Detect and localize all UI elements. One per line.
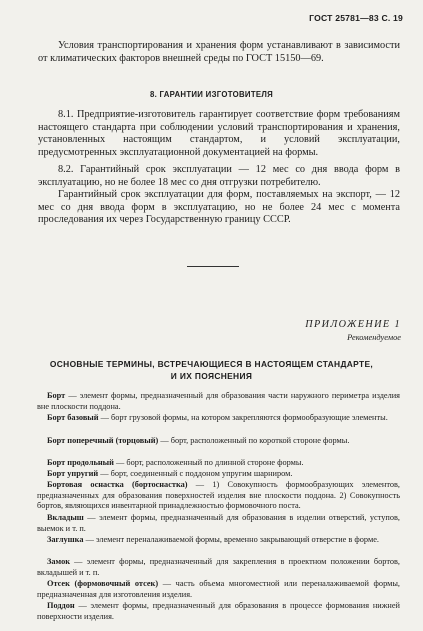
term-definition: — элемент формы, предназначенный для образования части наружного периметра изделия вне плоскости поддона.: [37, 391, 400, 411]
term-entry: [37, 436, 400, 447]
intro-paragraph: Условия транспортирования и хранения форм устанавливают в зависимости от климатических факторов внешней среды по ГОСТ 15150—69.: [38, 40, 400, 64]
separator-rule: [187, 266, 239, 267]
term-definition: — элемент формы, предназначенный для образования в изделии отверстий, уступов, выемок и т. п.: [37, 513, 400, 533]
term-definition: — борт грузовой формы, на котором закрепляются формообразующие элементы.: [98, 413, 388, 422]
term-entry: [37, 480, 400, 512]
terms-title: ОСНОВНЫЕ ТЕРМИНЫ, ВСТРЕЧАЮЩИЕСЯ В НАСТОЯЩЕМ СТАНДАРТЕ,: [49, 359, 374, 369]
term-name: Вкладыш: [47, 513, 84, 522]
term-name: Отсек (формовочный отсек): [47, 579, 159, 588]
term-name: Бортовая оснастка (бортоснастка): [47, 480, 188, 489]
term-definition: — элемент формы, предназначенный для образования в процессе формования нижней поверхности изделия.: [37, 601, 400, 621]
term-entry: [37, 413, 400, 424]
term-entry: [37, 391, 400, 412]
section-title: 8. ГАРАНТИИ ИЗГОТОВИТЕЛЯ: [149, 90, 274, 99]
term-definition: — элемент переналаживаемой формы, временно закрывающий отверстие в форме.: [83, 535, 379, 544]
term-entry: [37, 458, 400, 469]
term-entry: [37, 469, 400, 480]
term-name: Борт продольный: [47, 458, 114, 467]
term-definition: — элемент формы, предназначенный для закрепления в проектном положении бортов, вкладышей и т. п.: [37, 557, 400, 577]
term-entry: [37, 601, 400, 622]
term-name: Поддон: [47, 601, 75, 610]
term-definition: — 1) Совокупность формообразующих элементов, предназначенных для образования поверхностей изделия вне плоскости поддона. 2) Совокупность бортов, являющихся инвентарной принадлежностью формовочного поста.: [37, 480, 401, 510]
term-name: Борт упругий: [47, 469, 99, 478]
term-definition: — борт, расположенный по длинной стороне формы.: [113, 458, 304, 467]
page-header: ГОСТ 25781—83 С. 19: [309, 13, 403, 23]
appendix-label: ПРИЛОЖЕНИЕ 1: [305, 319, 401, 330]
term-name: Борт поперечный (торцовый): [47, 436, 159, 445]
term-entry: [37, 535, 400, 546]
term-name: Борт базовый: [47, 413, 99, 422]
term-definition: — борт, соединенный с поддоном упругим шарниром.: [98, 469, 293, 478]
terms-title-line-2: И ИХ ПОЯСНЕНИЯ: [170, 371, 253, 381]
paragraph-8-2: 8.2. Гарантийный срок эксплуатации — 12 мес со дня ввода форм в эксплуатацию, но не более 18 мес со дня отгрузки потребителю.: [38, 164, 400, 188]
term-entry: [37, 513, 400, 534]
term-name: Заглушка: [47, 535, 84, 544]
term-name: Замок: [47, 557, 70, 566]
paragraph-8-2-export: Гарантийный срок эксплуатации для форм, поставляемых на экспорт, — 12 мес со дня ввода форм в эксплуатацию, но не более 24 мес с момента проследования их через Государственную границу СССР.: [38, 189, 400, 226]
term-definition: — часть объема многоместной или переналаживаемой формы, предназначенная для изготовления изделия.: [37, 579, 400, 599]
term-name: Борт: [47, 391, 66, 400]
paragraph-8-1: 8.1. Предприятие-изготовитель гарантирует соответствие форм требованиям настоящего стандарта при соблюдении условий транспортирования и хранения, установленных настоящим стандартом, и условий эксплуатации, предусмотренных эксплуатационной документацией на формы.: [38, 109, 400, 158]
term-entry: [37, 557, 400, 578]
recommended-label: Рекомендуемое: [347, 333, 401, 342]
term-definition: — борт, расположенный по короткой стороне формы.: [158, 436, 350, 445]
term-entry: [37, 579, 400, 600]
